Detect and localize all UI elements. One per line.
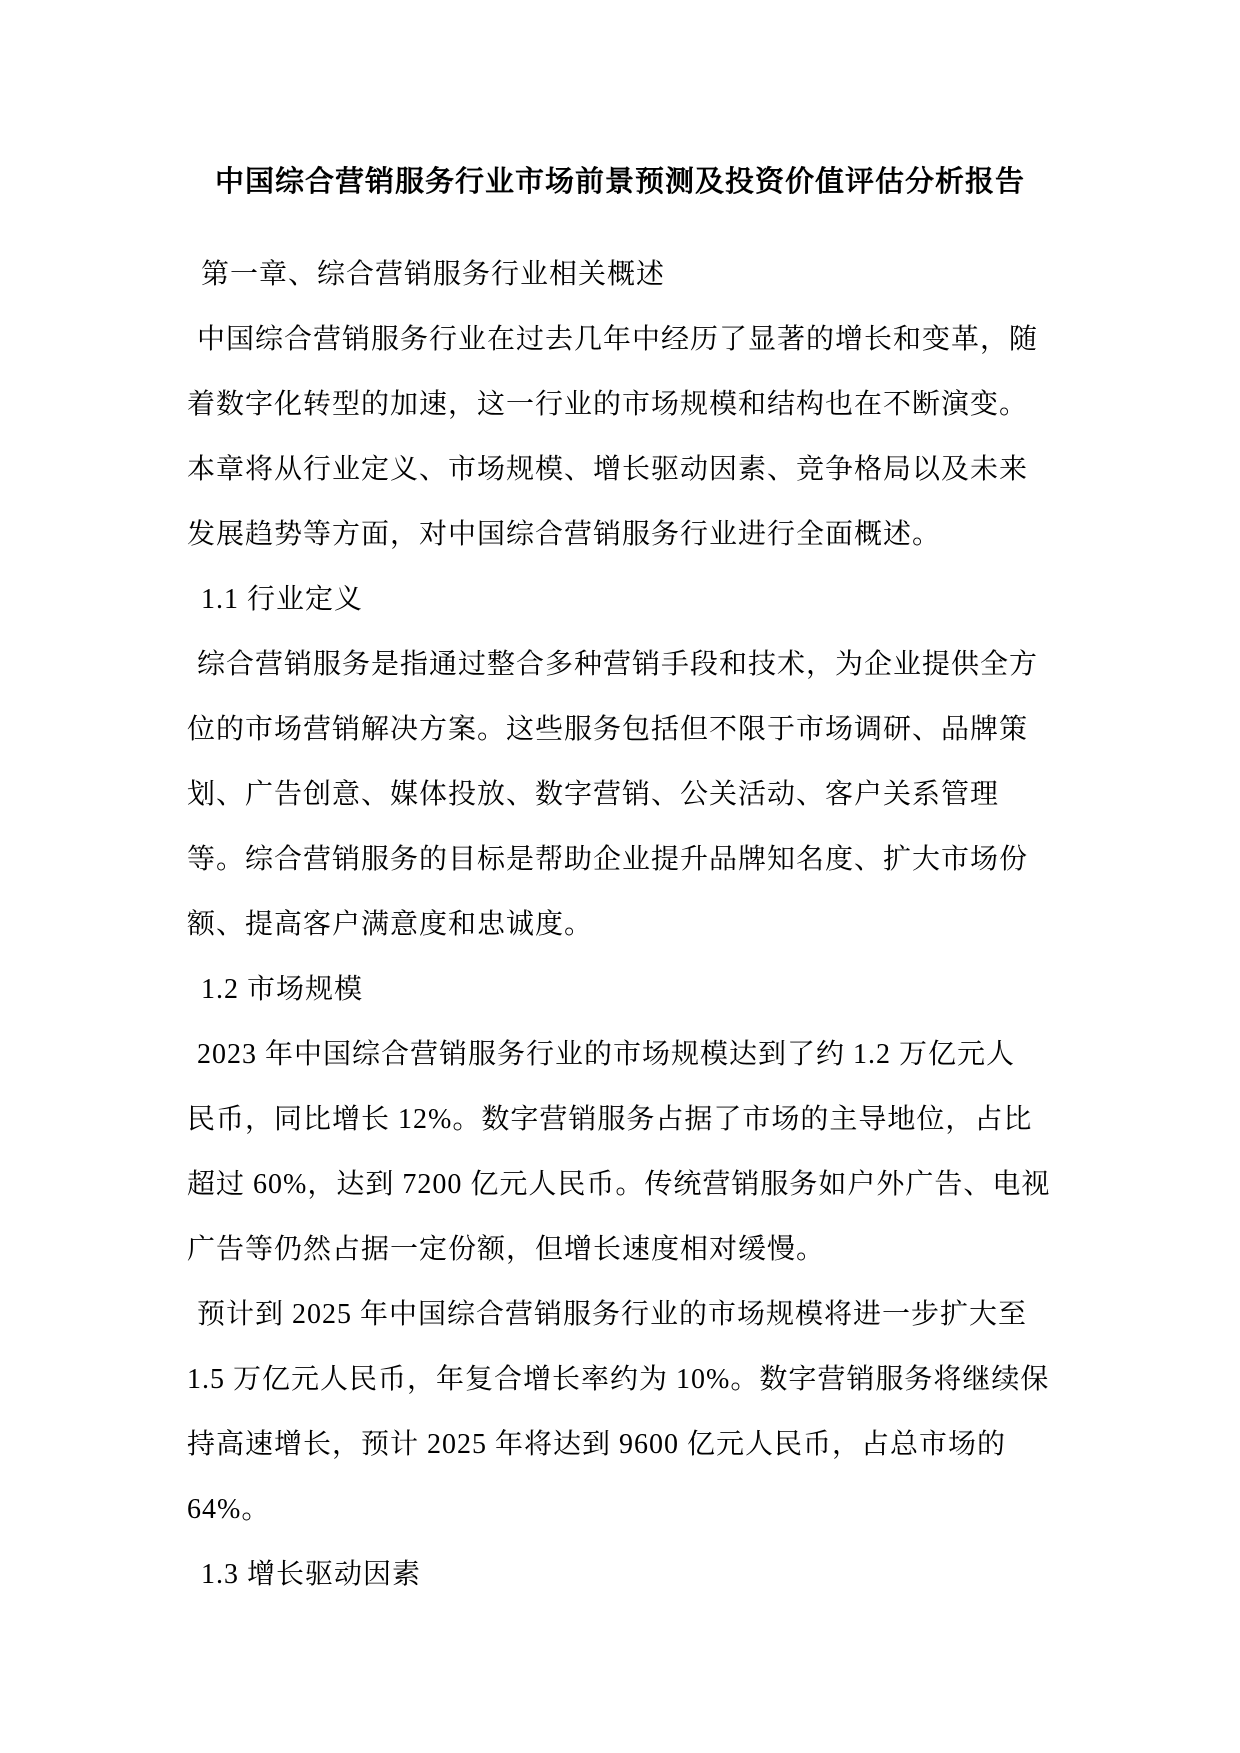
paragraph-line: 综合营销服务是指通过整合多种营销手段和技术，为企业提供全方: [197, 649, 1039, 680]
paragraph-line: 发展趋势等方面，对中国综合营销服务行业进行全面概述。: [187, 519, 942, 550]
paragraph-line: 预计到 2025 年中国综合营销服务行业的市场规模将进一步扩大至: [197, 1299, 1028, 1330]
paragraph-line: 划、广告创意、媒体投放、数字营销、公关活动、客户关系管理: [187, 779, 1000, 810]
paragraph-line: 64%。: [187, 1494, 271, 1525]
paragraph-line: 持高速增长，预计 2025 年将达到 9600 亿元人民币，占总市场的: [187, 1429, 1007, 1460]
paragraph-line: 民币，同比增长 12%。数字营销服务占据了市场的主导地位，占比: [187, 1104, 1033, 1135]
paragraph-line: 1.5 万亿元人民币，年复合增长率约为 10%。数字营销服务将继续保: [187, 1364, 1050, 1395]
paragraph-line: 额、提高客户满意度和忠诚度。: [187, 909, 594, 940]
paragraph-line: 着数字化转型的加速，这一行业的市场规模和结构也在不断演变。: [187, 389, 1029, 420]
paragraph-line: 等。综合营销服务的目标是帮助企业提升品牌知名度、扩大市场份: [187, 844, 1029, 875]
document-content: [187, 0, 1053, 1607]
paragraph-line: 2023 年中国综合营销服务行业的市场规模达到了约 1.2 万亿元人: [197, 1039, 1016, 1070]
paragraph-line: 本章将从行业定义、市场规模、增长驱动因素、竞争格局以及未来: [187, 454, 1029, 485]
section-heading-1-2: 1.2 市场规模: [201, 974, 364, 1005]
document-title: 中国综合营销服务行业市场前景预测及投资价值评估分析报告: [214, 166, 1025, 198]
paragraph-line: 广告等仍然占据一定份额，但增长速度相对缓慢。: [187, 1234, 826, 1265]
paragraph-line: 超过 60%，达到 7200 亿元人民币。传统营销服务如户外广告、电视: [187, 1169, 1051, 1200]
section-heading-1-1: 1.1 行业定义: [201, 584, 364, 615]
paragraph-line: 位的市场营销解决方案。这些服务包括但不限于市场调研、品牌策: [187, 714, 1029, 745]
chapter-1-heading: 第一章、综合营销服务行业相关概述: [201, 259, 666, 290]
section-heading-1-3: 1.3 增长驱动因素: [201, 1559, 422, 1590]
paragraph-line: 中国综合营销服务行业在过去几年中经历了显著的增长和变革，随: [197, 324, 1039, 355]
